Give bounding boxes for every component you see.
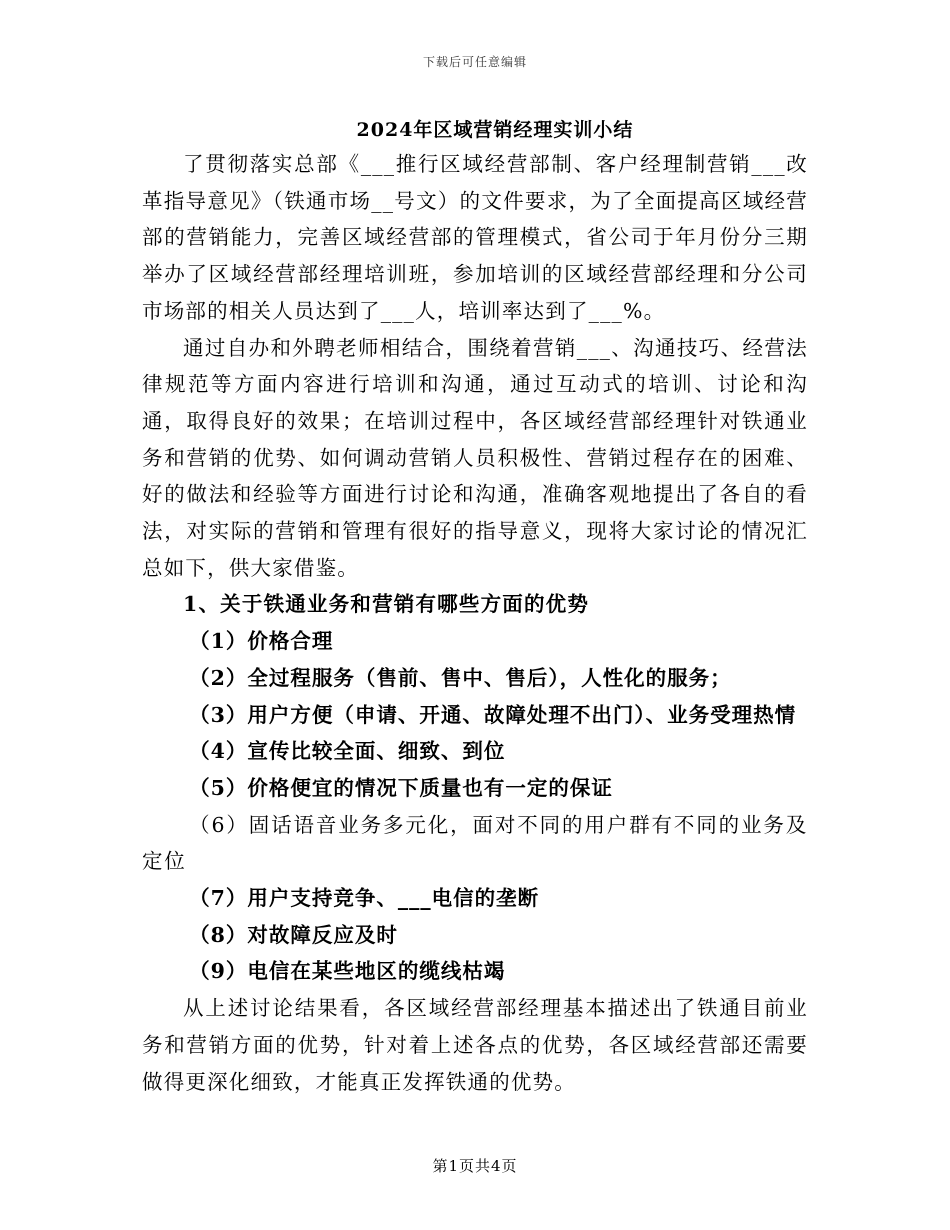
list-item: （7）用户支持竞争、___电信的垄断 xyxy=(189,886,540,911)
intro-paragraph: 了贯彻落实总部《___推行区域经营部制、客户经理制营销___改革指导意见》（铁通市场__号文）的文件要求，为了全面提高区域经营部的营销能力，完善区域经营部的管理模式，省公司于年月份分三期举办了区域经营部经理培训班，参加培训的区域经营部经理和分公司市场部的相关人员达到了___人，培训率达到了___%。 xyxy=(142,152,808,323)
list-item: （9）电信在某些地区的缆线枯竭 xyxy=(189,959,506,984)
list-item: （4）宣传比较全面、细致、到位 xyxy=(189,739,506,764)
advantages-list xyxy=(142,623,808,990)
page-header-note: 下载后可任意编辑 xyxy=(422,55,527,69)
training-paragraph: 通过自办和外聘老师相结合，围绕着营销___、沟通技巧、经营法律规范等方面内容进行培训和沟通，通过互动式的培训、讨论和沟通，取得良好的效果；在培训过程中，各区域经营部经理针对铁通业务和营销的优势、如何调动营销人员积极性、营销过程存在的困难、好的做法和经验等方面进行讨论和沟通，准确客观地提出了各自的看法，对实际的营销和管理有很好的指导意义，现将大家讨论的情况汇总如下，供大家借鉴。 xyxy=(142,335,808,580)
section-heading: 1、关于铁通业务和营销有哪些方面的优势 xyxy=(183,592,590,617)
list-item: （2）全过程服务（售前、售中、售后），人性化的服务； xyxy=(189,665,732,690)
list-item: （5）价格便宜的情况下质量也有一定的保证 xyxy=(189,775,613,800)
list-item: （3）用户方便（申请、开通、故障处理不出门）、业务受理热情 xyxy=(189,702,797,727)
document-body xyxy=(142,146,808,1100)
list-item: （1）价格合理 xyxy=(189,629,334,654)
list-item: （6）固话语音业务多元化，面对不同的用户群有不同的业务及定位 xyxy=(142,812,808,874)
conclusion-paragraph: 从上述讨论结果看，各区域经营部经理基本描述出了铁通目前业务和营销方面的优势，针对着上述各点的优势，各区域经营部还需要做得更深化细致，才能真正发挥铁通的优势。 xyxy=(142,996,808,1094)
list-item: （8）对故障反应及时 xyxy=(189,922,398,947)
document-title: 2024年区域营销经理实训小结 xyxy=(356,119,634,141)
page-number: 第1页共4页 xyxy=(432,1157,518,1175)
